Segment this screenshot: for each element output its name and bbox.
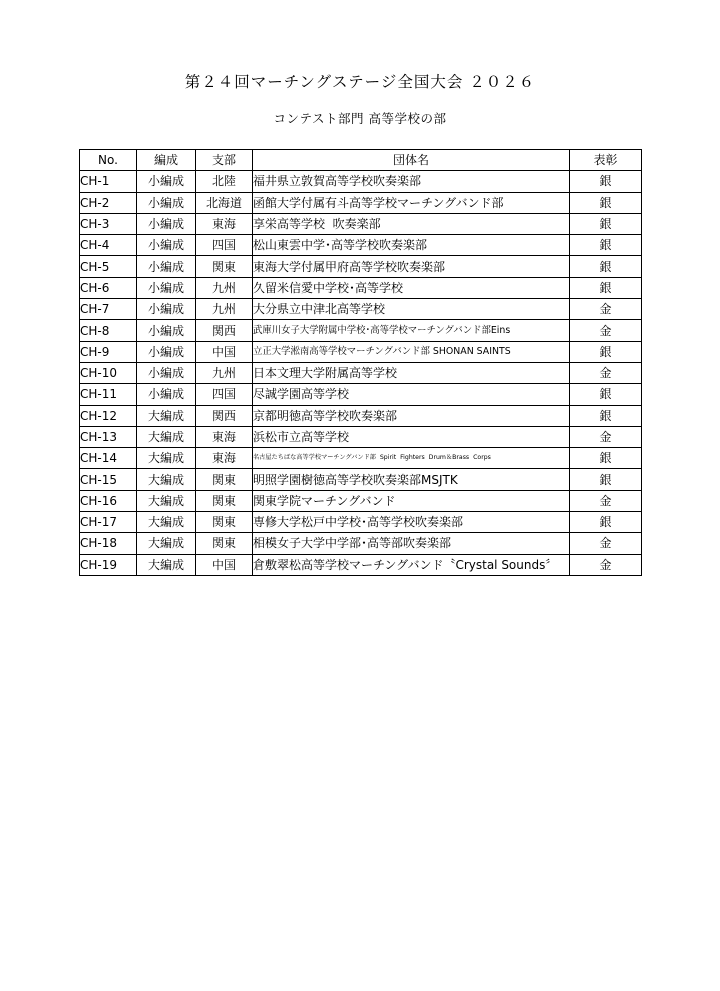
cell-no: CH-10 <box>80 362 137 383</box>
cell-ensemble: 小編成 <box>137 213 196 234</box>
cell-no: CH-19 <box>80 554 137 575</box>
cell-award: 銀 <box>570 235 642 256</box>
cell-no: CH-11 <box>80 384 137 405</box>
column-header-branch: 支部 <box>196 150 253 171</box>
cell-ensemble: 小編成 <box>137 256 196 277</box>
page-subtitle: コンテスト部門 高等学校の部 <box>273 111 447 126</box>
cell-group-name: 福井県立敦賀高等学校吹奏楽部 <box>253 171 570 192</box>
column-header-no: No. <box>80 150 137 171</box>
cell-no: CH-7 <box>80 299 137 320</box>
cell-award: 金 <box>570 554 642 575</box>
cell-no: CH-15 <box>80 469 137 490</box>
cell-group-name: 京都明徳高等学校吹奏楽部 <box>253 405 570 426</box>
column-header-group-name: 団体名 <box>253 150 570 171</box>
cell-group-name: 武庫川女子大学附属中学校･高等学校マーチングバンド部Eins <box>253 320 570 341</box>
table-row <box>80 299 642 320</box>
cell-group-name: 享栄高等学校 吹奏楽部 <box>253 213 570 234</box>
table-row <box>80 341 642 362</box>
cell-branch: 関東 <box>196 490 253 511</box>
cell-branch: 中国 <box>196 341 253 362</box>
table-row <box>80 533 642 554</box>
cell-award: 銀 <box>570 256 642 277</box>
cell-ensemble: 大編成 <box>137 448 196 469</box>
cell-ensemble: 小編成 <box>137 384 196 405</box>
cell-ensemble: 小編成 <box>137 277 196 298</box>
table-row <box>80 448 642 469</box>
cell-group-name: 日本文理大学附属高等学校 <box>253 362 570 383</box>
cell-group-name: 専修大学松戸中学校･高等学校吹奏楽部 <box>253 512 570 533</box>
cell-ensemble: 大編成 <box>137 490 196 511</box>
cell-group-name: 尽誠学園高等学校 <box>253 384 570 405</box>
cell-branch: 東海 <box>196 213 253 234</box>
cell-no: CH-12 <box>80 405 137 426</box>
cell-group-name: 大分県立中津北高等学校 <box>253 299 570 320</box>
cell-award: 金 <box>570 533 642 554</box>
table-row <box>80 512 642 533</box>
table-row <box>80 490 642 511</box>
table-row <box>80 362 642 383</box>
cell-branch: 四国 <box>196 384 253 405</box>
table-row <box>80 469 642 490</box>
cell-group-name: 関東学院マーチングバンド <box>253 490 570 511</box>
cell-no: CH-3 <box>80 213 137 234</box>
cell-branch: 北陸 <box>196 171 253 192</box>
cell-no: CH-2 <box>80 192 137 213</box>
cell-ensemble: 小編成 <box>137 362 196 383</box>
cell-branch: 東海 <box>196 448 253 469</box>
column-header-award: 表彰 <box>570 150 642 171</box>
cell-award: 金 <box>570 362 642 383</box>
cell-award: 銀 <box>570 213 642 234</box>
cell-branch: 九州 <box>196 299 253 320</box>
cell-group-name: 浜松市立高等学校 <box>253 426 570 447</box>
cell-ensemble: 大編成 <box>137 426 196 447</box>
cell-branch: 関東 <box>196 256 253 277</box>
cell-group-name: 久留米信愛中学校･高等学校 <box>253 277 570 298</box>
table-row <box>80 426 642 447</box>
cell-ensemble: 小編成 <box>137 320 196 341</box>
cell-ensemble: 小編成 <box>137 192 196 213</box>
table-row <box>80 213 642 234</box>
table-row <box>80 405 642 426</box>
cell-award: 金 <box>570 299 642 320</box>
cell-award: 銀 <box>570 469 642 490</box>
table-row <box>80 320 642 341</box>
cell-ensemble: 大編成 <box>137 405 196 426</box>
cell-award: 銀 <box>570 384 642 405</box>
results-table <box>79 149 642 576</box>
cell-branch: 関東 <box>196 469 253 490</box>
cell-no: CH-5 <box>80 256 137 277</box>
cell-no: CH-4 <box>80 235 137 256</box>
cell-group-name: 東海大学付属甲府高等学校吹奏楽部 <box>253 256 570 277</box>
cell-no: CH-18 <box>80 533 137 554</box>
cell-award: 金 <box>570 320 642 341</box>
table-row <box>80 256 642 277</box>
cell-group-name: 松山東雲中学･高等学校吹奏楽部 <box>253 235 570 256</box>
cell-ensemble: 小編成 <box>137 235 196 256</box>
cell-branch: 関東 <box>196 512 253 533</box>
table-header-row <box>80 150 642 171</box>
cell-branch: 関東 <box>196 533 253 554</box>
cell-branch: 九州 <box>196 277 253 298</box>
cell-group-name: 明照学園樹徳高等学校吹奏楽部MSJTK <box>253 469 570 490</box>
cell-award: 金 <box>570 490 642 511</box>
cell-branch: 関西 <box>196 320 253 341</box>
cell-branch: 中国 <box>196 554 253 575</box>
cell-branch: 四国 <box>196 235 253 256</box>
table-row <box>80 235 642 256</box>
table-row <box>80 192 642 213</box>
cell-ensemble: 大編成 <box>137 554 196 575</box>
cell-branch: 北海道 <box>196 192 253 213</box>
cell-ensemble: 大編成 <box>137 512 196 533</box>
cell-no: CH-8 <box>80 320 137 341</box>
cell-award: 銀 <box>570 192 642 213</box>
cell-award: 銀 <box>570 512 642 533</box>
cell-branch: 九州 <box>196 362 253 383</box>
cell-no: CH-9 <box>80 341 137 362</box>
page-title: 第２４回マーチングステージ全国大会 ２０２６ <box>184 73 536 91</box>
cell-award: 銀 <box>570 405 642 426</box>
cell-ensemble: 小編成 <box>137 299 196 320</box>
cell-award: 銀 <box>570 341 642 362</box>
cell-no: CH-1 <box>80 171 137 192</box>
cell-ensemble: 小編成 <box>137 171 196 192</box>
table-row <box>80 384 642 405</box>
table-row <box>80 277 642 298</box>
cell-no: CH-6 <box>80 277 137 298</box>
cell-ensemble: 大編成 <box>137 533 196 554</box>
cell-ensemble: 小編成 <box>137 341 196 362</box>
cell-award: 銀 <box>570 277 642 298</box>
cell-group-name: 立正大学淞南高等学校マーチングバンド部 SHONAN SAINTS <box>253 341 570 362</box>
cell-group-name: 倉敷翠松高等学校マーチングバンド〝Crystal Sounds〞 <box>253 554 570 575</box>
table-row <box>80 554 642 575</box>
cell-no: CH-17 <box>80 512 137 533</box>
cell-no: CH-14 <box>80 448 137 469</box>
column-header-ensemble: 編成 <box>137 150 196 171</box>
cell-branch: 東海 <box>196 426 253 447</box>
cell-ensemble: 大編成 <box>137 469 196 490</box>
table-row <box>80 171 642 192</box>
cell-group-name: 函館大学付属有斗高等学校マーチングバンド部 <box>253 192 570 213</box>
cell-award: 金 <box>570 426 642 447</box>
cell-award: 銀 <box>570 171 642 192</box>
cell-award: 銀 <box>570 448 642 469</box>
cell-group-name: 相模女子大学中学部･高等部吹奏楽部 <box>253 533 570 554</box>
cell-no: CH-16 <box>80 490 137 511</box>
cell-no: CH-13 <box>80 426 137 447</box>
cell-group-name: 名古屋たちばな高等学校マーチングバンド部 Spirit Fighters Drum＆Brass Corps <box>253 448 570 469</box>
cell-branch: 関西 <box>196 405 253 426</box>
